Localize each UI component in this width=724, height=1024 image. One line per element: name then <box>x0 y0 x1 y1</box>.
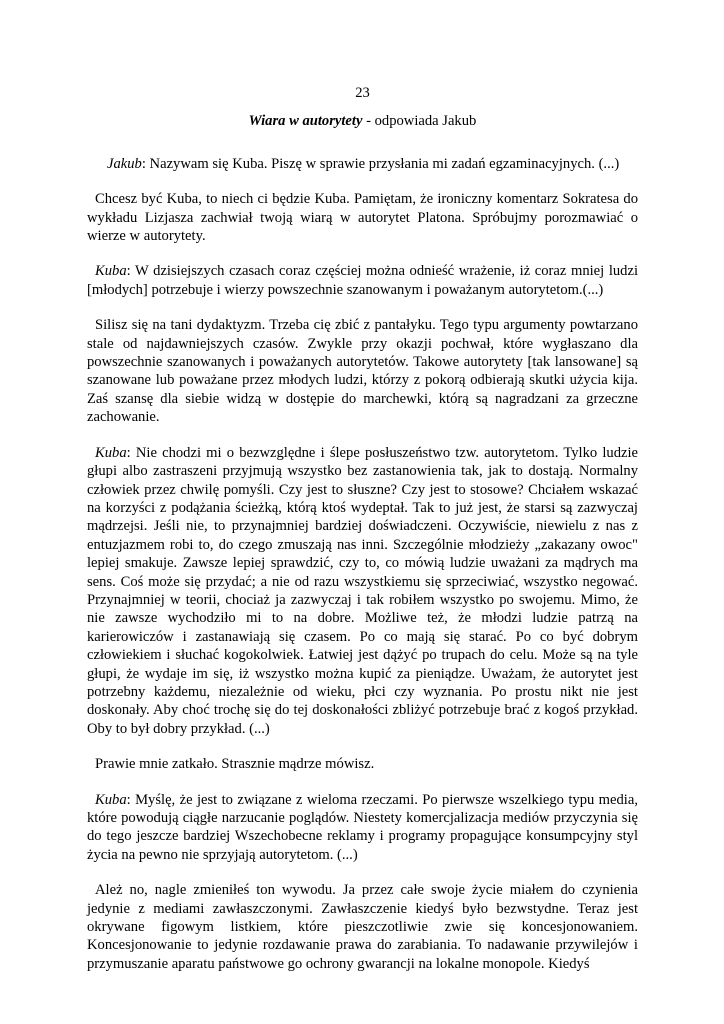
paragraph-text: : W dzisiejszych czasach coraz częściej można odnieść wrażenie, iż coraz mniej ludzi [młodych] potrzebuje i wierzy powszechnie szanowanym i poważanym autorytetom.(...) <box>87 263 638 298</box>
section-title <box>87 112 638 130</box>
paragraph-text: : Myślę, że jest to związane z wieloma rzeczami. Po pierwsze wszelkiego typu media, które powodują ciągłe narzucanie poglądów. Niestety komercjalizacja mediów przyczynia się do tego jeszcze bardziej Wszechobecne reklamy i programy propagujące konsumpcyjny styl życia na pewno nie sprzyjają autorytetom. (...) <box>87 791 638 863</box>
paragraph-4 <box>87 316 638 426</box>
paragraph-1 <box>87 155 638 173</box>
document-page <box>87 84 638 973</box>
paragraph-5 <box>87 444 638 739</box>
speaker-name: Kuba <box>95 791 127 808</box>
paragraph-text: Ależ no, nagle zmieniłeś ton wywodu. Ja przez całe swoje życie miałem do czynienia jedynie z mediami zawłaszczonymi. Zawłaszczenie kiedyś było bezwstydne. Teraz jest okrywane figowym listkiem, które pieszczotliwie zwie się koncesjonowaniem. Koncesjonowanie to jedynie rozdawanie prawa do zarabiania. To nadawanie przywilejów i przymuszanie aparatu państwowe go ochrony gwarancji na lokalne monopole. Kiedyś <box>87 882 638 972</box>
paragraph-text: Silisz się na tani dydaktyzm. Trzeba cię zbić z pantałyku. Tego typu argumenty powtarzano stale od najdawniejszych czasów. Zwykle przy okazji pochwał, które wygłaszano dla powszechnie szanowanych i poważanych autorytetów. Takowe autorytety [tak lansowane] są szanowane lub poważane przez młodych ludzi, którzy z pokorą odbierają skutki użycia kija. Zaś szansę dla siebie widzą w dostępie do marchewki, którą są nagradzani za grzeczne zachowanie. <box>87 317 638 426</box>
paragraph-3 <box>87 262 638 299</box>
paragraph-7 <box>87 791 638 865</box>
paragraph-6 <box>87 755 638 773</box>
speaker-name: Kuba <box>95 263 127 280</box>
paragraph-text: : Nie chodzi mi o bezwzględne i ślepe posłuszeństwo tzw. autorytetom. Tylko ludzie głupi albo zastraszeni przyjmują wszystko bez zastanowienia tak, jak to dostają. Normalny człowiek przez chwilę pomyśli. Czy jest to słuszne? Czy jest to stosowe? Chciałem wskazać na korzyści z podążania ścieżką, którą ktoś wydeptał. Tak to już jest, że starsi są zazwyczaj mądrzejsi. Jeśli nie, to przynajmniej bardziej doświadczeni. Oczywiście, niewielu z nas z entuzjazmem robi to, do czego zmuszają nas inni. Szczególnie młodzieży „zakazany owoc" lepiej smakuje. Zawsze lepiej sprawdzić, czy to, co mówią ludzie uważani za mądrych ma sens. Coś może się przydać; a nie od razu wszystkiemu się sprzeciwiać, wszystko negować. Przynajmniej w teorii, chociaż ja zazwyczaj i tak robiłem wszystko po swojemu. Mimo, że nie zawsze wychodziło mi to na dobre. Możliwe też, że młodzi ludzie patrzą na karierowiczów i zastanawiają się czasem. Po co mają się starać. Po co być dobrym człowiekiem i słuchać kogokolwiek. Łatwiej jest dążyć po trupach do celu. Może są na tyle głupi, że wydaje im się, iż wszystko można kupić za pieniądze. Uważam, że autorytet jest potrzebny każdemu, niezależnie od wieku, płci czy wyznania. Po prostu nikt nie jest doskonały. Aby choć trochę się do tej doskonałości zbliżyć potrzebuje brać z kogoś przykład. Oby to był dobry przykład. (...) <box>87 444 638 737</box>
speaker-name: Jakub <box>107 155 142 172</box>
section-title-italic: Wiara w autorytety <box>248 113 363 130</box>
section-title-rest: - odpowiada Jakub <box>362 113 477 130</box>
paragraph-text: Chcesz być Kuba, to niech ci będzie Kuba. Pamiętam, że ironiczny komentarz Sokratesa do wykładu Lizjasza zachwiał twoją wiarą w autorytet Platona. Spróbujmy porozmawiać o wierze w autorytety. <box>87 191 638 245</box>
paragraph-8 <box>87 881 638 973</box>
speaker-name: Kuba <box>95 444 127 461</box>
page-number: 23 <box>355 85 370 101</box>
paragraph-2 <box>87 190 638 245</box>
paragraph-text: Prawie mnie zatkało. Strasznie mądrze mówisz. <box>95 756 375 773</box>
paragraph-text: : Nazywam się Kuba. Piszę w sprawie przysłania mi zadań egzaminacyjnych. (...) <box>141 155 620 172</box>
